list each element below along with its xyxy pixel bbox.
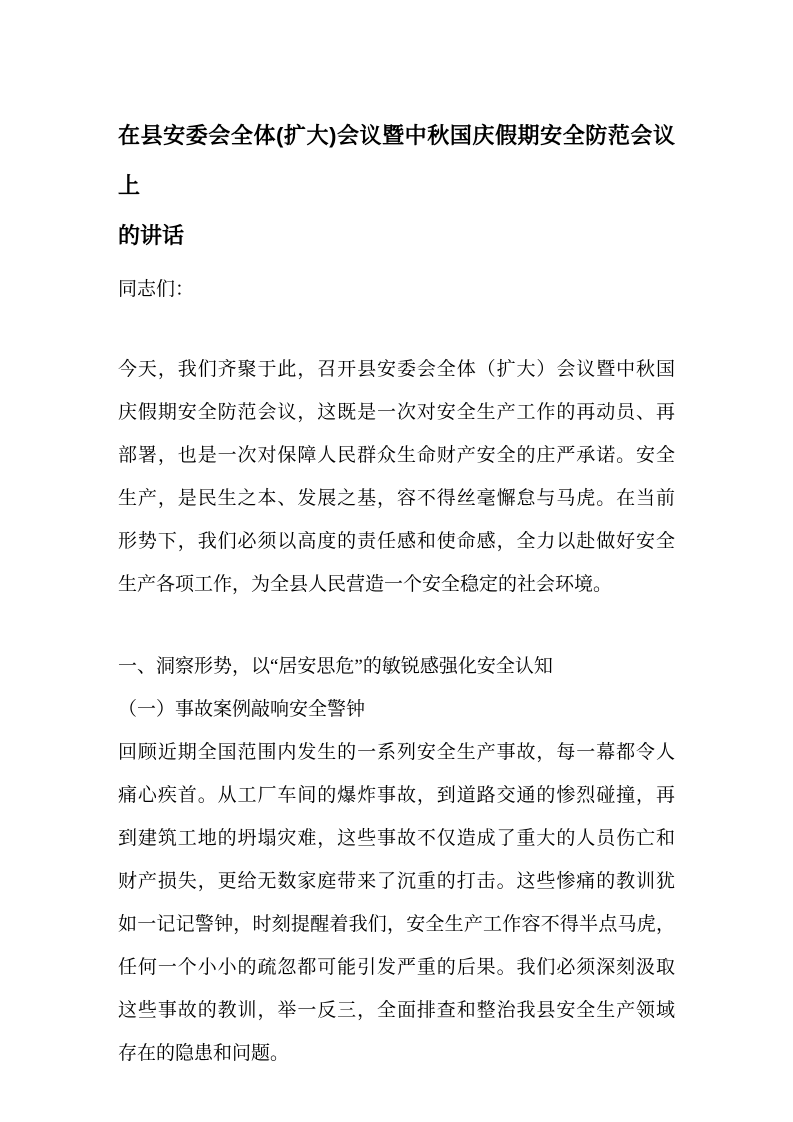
paragraph-line: 部署，也是一次对保障人民群众生命财产安全的庄严承诺。安全	[118, 445, 675, 466]
paragraph-line: 回顾近期全国范围内发生的一系列安全生产事故，每一幕都令人	[118, 742, 675, 763]
document-title	[118, 111, 675, 261]
section-1	[118, 645, 675, 1075]
greeting: 同志们：	[118, 279, 195, 300]
title-line-2: 的讲话	[118, 223, 185, 248]
paragraph-line: 庆假期安全防范会议，这既是一次对安全生产工作的再动员、再	[118, 402, 675, 423]
paragraph-line: 生产，是民生之本、发展之基，容不得丝毫懈怠与马虎。在当前	[118, 488, 675, 509]
paragraph-line: 到建筑工地的坍塌灾难，这些事故不仅造成了重大的人员伤亡和	[118, 828, 675, 849]
paragraph-line: 这些事故的教训，举一反三，全面排查和整治我县安全生产领域	[118, 1000, 675, 1021]
paragraph-line: 形势下，我们必须以高度的责任感和使命感，全力以赴做好安全	[118, 531, 675, 552]
paragraph-line: 生产各项工作，为全县人民营造一个安全稳定的社会环境。	[118, 574, 613, 595]
paragraph-line: 存在的隐患和问题。	[118, 1043, 290, 1064]
paragraph-line: 任何一个小小的疏忽都可能引发严重的后果。我们必须深刻汲取	[118, 957, 675, 978]
opening-paragraph	[118, 348, 675, 606]
title-line-1: 在县安委会全体(扩大)会议暨中秋国庆假期安全防范会议上	[118, 123, 675, 198]
paragraph-line: 如一记记警钟，时刻提醒着我们，安全生产工作容不得半点马虎，	[118, 914, 675, 935]
section-heading: 一、洞察形势，以“居安思危”的敏锐感强化安全认知	[118, 656, 553, 677]
paragraph-line: 痛心疾首。从工厂车间的爆炸事故，到道路交通的惨烈碰撞，再	[118, 785, 675, 806]
paragraph-line: 今天，我们齐聚于此，召开县安委会全体（扩大）会议暨中秋国	[118, 359, 675, 380]
paragraph-line: 财产损失，更给无数家庭带来了沉重的打击。这些惨痛的教训犹	[118, 871, 675, 892]
section-subheading: （一）事故案例敲响安全警钟	[118, 699, 366, 720]
